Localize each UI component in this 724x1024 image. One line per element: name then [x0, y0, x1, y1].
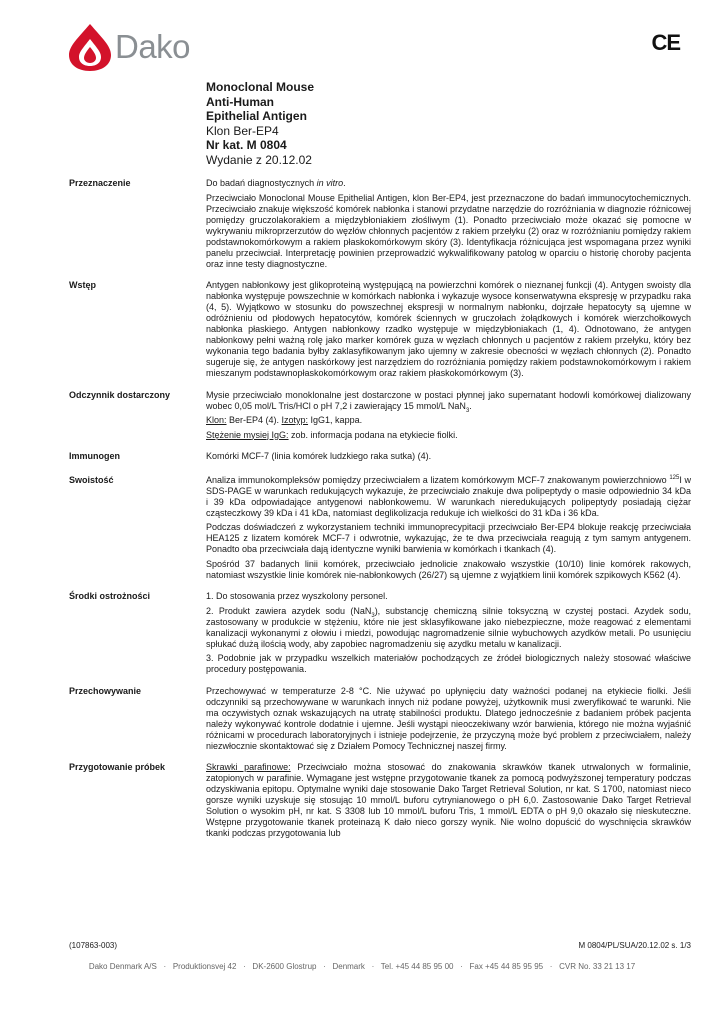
paragraph: Komórki MCF-7 (linia komórek ludzkiego raka sutka) (4).: [206, 451, 432, 461]
paragraph: Analiza immunokompleksów pomiędzy przeciwciałem a lizatem komórkowym MCF-7 znakowanym powierzchniowo $^{125}$I w SDS-PAGE w warunkach redukujących wykazuje, że przeciwciało znakuje dwa polipeptydy o masie odpowiednio 34 kDa i 39 kDa odpowiadające antygenowi nabłonkowemu. W warunkach nieredukujących polipeptydy posiadają ciężar cząsteczkowy 39 kDa i 41 kDa, natomiast deglikolizacja redukuje ich wielkości do 31 kDa i 36 kDa.: [206, 474, 691, 518]
paragraph: Przechowywać w temperaturze 2-8 °C. Nie używać po upłynięciu daty ważności podanej na etykiecie fiolki. Jeśli odczynniki są przechowywane w warunkach innych niż podane powyżej, użytkownik musi zweryfikować te warunki. Nie ma oczywistych oznak wskazujących na utratę stabilności produktu. Dlatego jednocześnie z badaniem próbek pacjenta należy wykonywać kontrole dodatnie i ujemne. Jeśli wystąpi nieoczekiwany wzór barwienia, którego nie można wyjaśnić różnicami w procedurach laboratoryjnych i istnieje podejrzenie, że przyczyną może być problem z przeciwciałem, należy niezwłocznie skontaktować się z Działem Pomocy Technicznej naszej firmy.: [206, 685, 691, 751]
section-label: Odczynnik dostarczony: [69, 389, 171, 400]
ce-mark: CE: [651, 30, 680, 55]
section-swoistosc: [69, 475, 691, 585]
paragraph: Mysie przeciwciało monoklonalne jest dostarczone w postaci płynnej jako supernatant hodowli komórkowej dializowany wobec 0,05 mol/L Tris/HCl o pH 7,2 i zawierający 15 mmol/L NaN$_3$.: [206, 389, 691, 414]
paragraph: Stężenie mysiej IgG: zob. informacja podana na etykiecie fiolki.: [206, 429, 458, 440]
section-body: [206, 451, 691, 466]
paragraph: 1. Do stosowania przez wyszkolony personel.: [206, 591, 388, 601]
section-label: Immunogen: [69, 451, 120, 461]
paragraph: Do badań diagnostycznych in vitro.: [206, 178, 346, 188]
product-header: [206, 80, 314, 167]
catalog-number: Nr kat. M 0804: [206, 138, 287, 152]
section-label: Przygotowanie próbek: [69, 762, 166, 772]
section-body: [206, 280, 691, 383]
paragraph: Podczas doświadczeń z wykorzystaniem techniki immunoprecypitacji przeciwciało Ber-EP4 blokuje reakcję przeciwciała HEA125 z lizatem komórek MCF-7 i odwrotnie, wykazując, że te dwa przeciwciała reagują z tym samym antygenem. Ponadto oba przeciwciała dają identyczne wyniki barwienia w komórkach i tkankach (4).: [206, 522, 691, 554]
edition-date: Wydanie z 20.12.02: [206, 152, 312, 167]
product-title-line: Anti-Human: [206, 94, 274, 109]
section-label: Przechowywanie: [69, 685, 142, 696]
section-body: [206, 475, 691, 585]
product-title-line: Monoclonal Mouse: [206, 80, 314, 94]
brand-name: Dako: [115, 28, 191, 65]
paragraph: Klon: Ber-EP4 (4). Izotyp: IgG1, kappa.: [206, 415, 363, 425]
paragraph: Przeciwciało Monoclonal Mouse Epithelial Antigen, klon Ber-EP4, jest przeznaczone do badań immunocytochemicznych. Przeciwciało znakuje większość komórek nabłonka i stanowi przydatne narzędzie do rozróżniania w diagnozie różnicowej pomiędzy gruczolakorakiem a międzybłoniakiem złośliwym (1). Ponadto przeciwciało może okazać się pomocne w wykrywaniu mikroprzerzutów do węzłów chłonnych pacjentów z rakiem przełyku (2) oraz w rozróżnianiu pomiędzy rakiem podstawnokomórkowym a rakiem płaskokomórkowym skóry (3). Identyfikacja różnicująca jest wspomagana przez wyniki panelu przeciwciał. Interpretację powinien przeprowadzić wykwalifikowany patolog w oparciu o historię choroby pacjenta oraz inne testy diagnostyczne.: [206, 192, 691, 269]
product-clone: Klon Ber-EP4: [206, 123, 279, 138]
paragraph: Spośród 37 badanych linii komórek, przeciwciało jednolicie znakowało wszystkie (10/10) linie komórek rakowych, natomiast wszystkie linie komórek nie-nabłonkowych (26/27) są ujemne z wyjątkiem linii komórek szpikowych K562 (4).: [206, 558, 691, 580]
section-wstep: [69, 280, 691, 383]
section-label: Przeznaczenie: [69, 178, 131, 188]
dako-logo: [66, 22, 196, 74]
section-immunogen: [69, 451, 691, 466]
section-label: Swoistość: [69, 474, 114, 485]
section-przygotowanie-probek: [69, 762, 691, 843]
section-label: Wstęp: [69, 280, 96, 290]
section-przeznaczenie: [69, 178, 691, 273]
document-body: [69, 178, 691, 843]
paragraph: Skrawki parafinowe: Przeciwciało można stosować do znakowania skrawków tkanek utrwalonych w formalinie, zatopionych w parafinie. Wymagane jest wstępne przygotowanie tkanek za pomocą podwyższonej temperatury podczas odzyskiwania epitopu. Optymalne wyniki daje stosowanie Dako Target Retrieval Solution, nr kat. S 1700, natomiast nieco gorsze wyniki uzyskuje się stosując 10 mmol/L buforu cytrynianowego o pH 6,0. Zastosowanie Dako Target Retrieval Solution o wysokim pH, nr kat. S 3308 lub 10 mmol/L buforu Tris, 1 mmol/L EDTA o pH 9,0 okazało się nieskuteczne. Wstępne przygotowanie tkanek proteinazą K dało nieco gorszy wynik. Nie wolno dopuścić do wyschnięcia skrawków tkanki podczas przygotowania lub: [206, 762, 691, 838]
company-address-line: Dako Denmark A/S · Produktionsvej 42 · DK-2600 Glostrup · Denmark · Tel. +45 44 85 95 00 · Fax +45 44 85 95 95 · CVR No. 33 21 13 17: [88, 962, 636, 971]
product-title-line: Epithelial Antigen: [206, 109, 307, 123]
section-odczynnik: [69, 390, 691, 445]
section-body: [206, 390, 691, 445]
section-body: [206, 686, 691, 756]
page-reference: M 0804/PL/SUA/20.12.02 s. 1/3: [578, 941, 691, 950]
section-body: [206, 178, 691, 273]
section-body: [206, 591, 691, 679]
section-label: Środki ostrożności: [69, 591, 151, 601]
paragraph: Antygen nabłonkowy jest glikoproteiną występującą na powierzchni komórek o nieznanej funkcji (4). Antygen swoisty dla nabłonka występuje powszechnie w komórkach nabłonka i wykazuje wysoce konserwatywna ekspresję w przypadku raka (4, 5). Wyjątkowo w stosunku do powszechnej ekspresji w normalnym nabłonku, dojrzałe hepatocyty są ujemne w odróżnieniu od płodowych hepatocytów, komórek ściennych w gruczołach żołądkowych i komórek wierzchołkowych nabłonka płaskiego. Antygen nabłonkowy rzadko występuje w międzybłoniakach (1, 4). Odnotowano, że antygen nabłonkowy pełni ważną rolę jako marker komórek guza w węzłach chłonnych u pacjentów z rakiem przełyku, który bez wykonania tego badania byłby zaklasyfikowanym jako ujemny w zakresie obecności w węzłach chłonnych (2). Ponadto sugeruje się, że antygen naskórkowy jest narzędziem do rozróżniania pomiędzy rakiem podstawnokomórkowym i rakiem mieszanym podstawnopłaskokomórkowym oraz rakiem płaskokomórkowym (3).: [206, 280, 691, 378]
section-przechowywanie: [69, 686, 691, 756]
document-number: (107863-003): [69, 941, 118, 950]
dako-drop-icon: [66, 22, 114, 72]
section-srodki-ostroznosci: [69, 591, 691, 679]
paragraph: 2. Produkt zawiera azydek sodu (NaN$_3$), substancję chemiczną silnie toksyczną w czystej postaci. Azydek sodu, zastosowany w produkcie w stężeniu, które nie jest sklasyfikowane jako niebezpieczne, może reagować z elementami kanalizacji wykonanymi z ołowiu i miedzi, powodując nagromadzenie silnie wybuchowych azydków metali. Po usunięciu spłukać dużą ilością wody, aby zapobiec nagromadzeniu się azydku metalu w kanalizacji.: [206, 605, 691, 649]
paragraph: 3. Podobnie jak w przypadku wszelkich materiałów pochodzących ze źródeł biologicznych należy stosować właściwe procedury postępowania.: [206, 653, 691, 674]
section-body: [206, 762, 691, 843]
